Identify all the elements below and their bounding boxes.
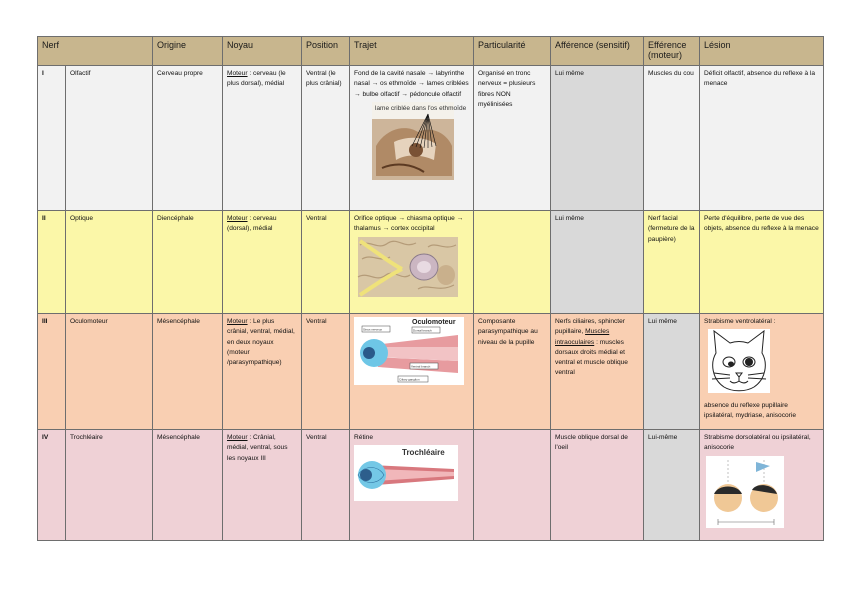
diagram-label: Ciliary ganglion [399,377,420,382]
nerve-number: III [38,314,66,430]
nerve-nucleus [223,314,302,430]
table-row [38,211,824,314]
nerve-position: Ventral [302,211,350,314]
diagram-label: Dorsal branch [413,328,432,333]
nerve-path [350,314,474,430]
lesion-text: absence du reflexe pupillaire ipsilatéral, mydriase, anisocorie [704,401,796,419]
header-trajet: Trajet [350,37,474,66]
oculomotor-diagram [354,317,469,389]
nerve-number: II [38,211,66,314]
nucleus-text: : Crânial, médial, ventral, sous les noyaux III [227,434,288,462]
header-position: Position [302,37,350,66]
nerve-number: IV [38,430,66,541]
diagram-label: Ventral branch [411,364,431,369]
nerve-position: Ventral [302,314,350,430]
nerve-efference: Muscles du cou [644,66,700,211]
cat-face-image [708,329,819,397]
nerve-nucleus [223,211,302,314]
header-efference: Efférence (moteur) [644,37,700,66]
nerve-name: Oculomoteur [66,314,153,430]
path-text: Fond de la cavité nasale → labyrinthe nasal → os ethmoïde → lames criblées → bulbe olfactif → pédoncule olfactif [354,70,469,98]
nerve-path [350,430,474,541]
nerve-efference: Lui-même [644,430,700,541]
nerve-afference: Lui même [551,66,644,211]
eye-strabismus-image [706,456,819,532]
nucleus-label: Moteur [227,318,248,325]
nerve-afference: Lui même [551,211,644,314]
afference-text: : muscles dorsaux droits médial et ventral et muscle oblique ventral [555,338,628,377]
nerve-name: Trochléaire [66,430,153,541]
trochlear-image [354,445,469,505]
nucleus-label: Moteur [227,434,248,441]
nerve-origin: Mésencéphale [153,314,223,430]
header-afference: Afférence (sensitif) [551,37,644,66]
header-nerf: Nerf [38,37,153,66]
nerve-origin: Diencéphale [153,211,223,314]
nerve-particularity [474,430,551,541]
afference-muscles: Muscles intraoculaires [555,328,610,346]
header-lesion: Lésion [700,37,824,66]
table-row [38,430,824,541]
optic-chiasma-image [358,237,469,301]
nerve-origin: Mésencéphale [153,430,223,541]
nucleus-label: Moteur [227,70,248,77]
nucleus-text: : cerveau (dorsal), médial [227,215,277,233]
ethmoid-image [372,102,469,184]
nerve-particularity [474,211,551,314]
header-row [38,37,824,66]
nucleus-text: : Le plus crânial, ventral, médial, en deux noyaux (moteur /parasympathique) [227,318,295,367]
nerve-particularity: Organisé en tronc nerveux = plusieurs fibres NON myélinisées [474,66,551,211]
nerve-name: Olfactif [66,66,153,211]
nerve-nucleus [223,66,302,211]
nerve-origin: Cerveau propre [153,66,223,211]
image-caption: lame criblée dans l'os ethmoïde [375,104,467,112]
nerve-efference: Nerf facial (fermeture de la paupière) [644,211,700,314]
cranial-nerves-table [37,36,824,541]
diagram-title: Oculomoteur [412,319,456,326]
table-row [38,66,824,211]
nucleus-label: Moteur [227,215,248,222]
nerve-path [350,211,474,314]
path-text: Orifice optique → chiasma optique → thalamus → cortex occipital [354,215,464,233]
diagram-title: Trochléaire [402,448,445,458]
nerve-number: I [38,66,66,211]
path-text: Rétine [354,434,374,441]
nerve-lesion: Perte d'équilibre, perte de vue des objets, absence du reflexe à la menace [700,211,824,314]
header-particularite: Particularité [474,37,551,66]
nerve-afference: Muscle oblique dorsal de l'oeil [551,430,644,541]
nerve-name: Optique [66,211,153,314]
nerve-path [350,66,474,211]
afference-text: Nerfs ciliaires, sphincter pupillaire, [555,318,626,336]
nerve-efference: Lui même [644,314,700,430]
table-row [38,314,824,430]
nucleus-text: : cerveau (le plus dorsal), médial [227,70,286,88]
nerve-particularity: Composante parasympathique au niveau de la pupille [474,314,551,430]
header-origine: Origine [153,37,223,66]
nerve-afference [551,314,644,430]
nerve-position: Ventral (le plus crânial) [302,66,350,211]
nerve-lesion [700,314,824,430]
nerve-lesion: Déficit olfactif, absence du reflexe à la menace [700,66,824,211]
lesion-text: Strabisme dorsolatéral ou ipsilatéral, anisocorie [704,434,811,452]
lesion-text: Strabisme ventrolatéral : [704,318,776,325]
nerve-nucleus [223,430,302,541]
header-noyau: Noyau [223,37,302,66]
nerve-position: Ventral [302,430,350,541]
nerve-lesion [700,430,824,541]
diagram-label: Sinus nerveux [363,327,383,332]
